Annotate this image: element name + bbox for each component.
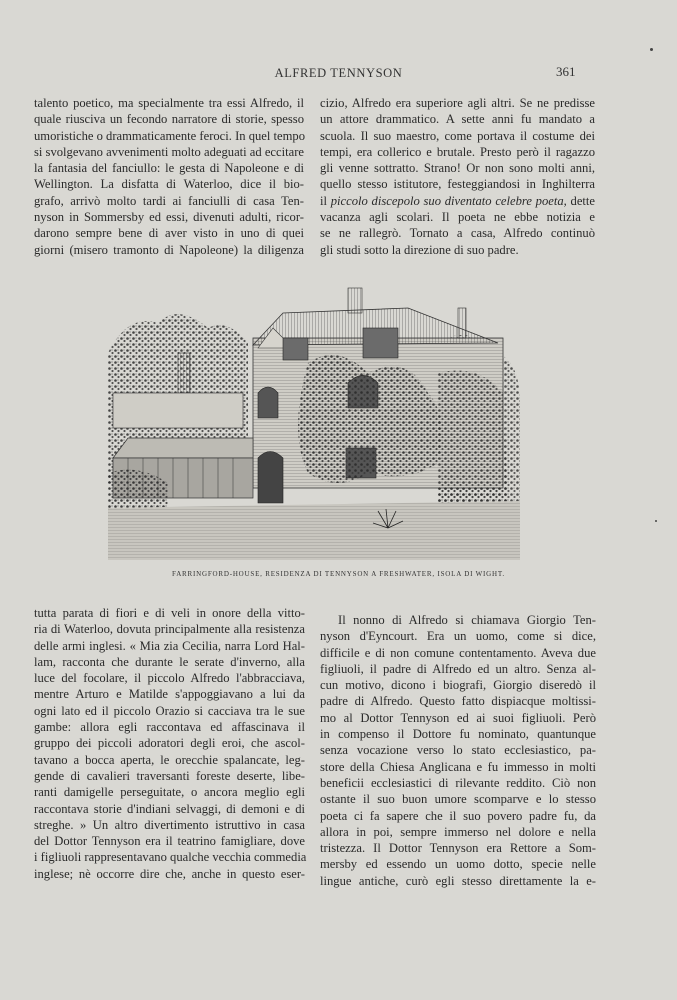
text-line: la fantasia del fanciullo: le gesta di Napoleone e di (34, 161, 304, 176)
text-line: Wellington. La disfatta di Waterloo, dice il bio- (34, 177, 304, 192)
text-line: raccontava storie d'indiani selvaggi, di demoni e di (34, 801, 305, 816)
italic-phrase: piccolo discepolo suo diventato celebre poeta, (330, 193, 567, 208)
text-line: del Dottor Tennyson era il teatrino famigliare, dove (34, 834, 305, 849)
text-line: lingue antiche, curò egli stesso direttamente la e- (320, 873, 596, 888)
text-line: store della Chiesa Anglicana e fu immesso in molti (320, 759, 596, 774)
text-line: talento poetico, ma specialmente tra essi Alfredo, il (34, 96, 304, 110)
house-engraving (108, 283, 520, 560)
text-line: un attore drammatico. A sette anni fu mandato a (320, 112, 595, 127)
text-line: ranti damigelle perseguitate, o ancora meglio egli (34, 785, 305, 800)
window (363, 328, 398, 358)
text-line: ogni lato ed il piccolo Orazio si cacciava tra le sue (34, 703, 305, 718)
text-line: tavano a bocca aperta, le orecchie spalancate, leg- (34, 752, 305, 767)
text-line: gambe: allora egli raccontava ed affascinava il (34, 720, 305, 735)
text-line: tutta parata di fiori e di veli in onore della vitto- (34, 606, 305, 620)
text-line: umoristiche o drammaticamente feroci. In quel tempo (34, 128, 306, 143)
text-run: il (320, 193, 327, 208)
text-line: luce del focolare, il piccolo Alfredo l'abbracciava, (34, 671, 305, 686)
text-line: vacanza agli scolari. Il poeta ne ebbe notizia e (320, 210, 595, 225)
arched-doorway (258, 452, 283, 504)
page-number: 361 (556, 64, 576, 79)
figure-caption: FARRINGFORD-HOUSE, RESIDENZA DI TENNYSON A FRESHWATER, ISOLA DI WIGHT. (172, 570, 505, 578)
text-line: ria di Waterloo, dovuta principalmente alla resistenza (34, 622, 305, 637)
paper-speck (650, 48, 653, 51)
text-line: cun motivo, dicono i biografi, Giorgio diseredò il (320, 678, 596, 693)
text-line: delle armi inglesi. « Mia zia Cecilia, narra Lord Hal- (34, 638, 305, 653)
chimney (458, 308, 466, 338)
text-line: padre di Alfredo. Questo fatto dispiacque moltissi- (320, 694, 596, 709)
text-line: difficile e di non comune contentamento. Aveva due (320, 645, 596, 660)
text-line: gli studi sotto la direzione di suo padre. (320, 242, 519, 257)
chimney (178, 353, 190, 393)
text-line: lam, racconta che durante le serate d'inverno, alla (34, 654, 305, 669)
text-line: giorni (misero tramonto di Napoleone) la diligenza (34, 242, 304, 257)
text-line: nyson in Sommersby ed essi, divenuti adulti, ricor- (34, 210, 304, 225)
column-bottom-left (34, 605, 305, 882)
paper-speck (655, 520, 657, 522)
text-line: quale riusciva un fecondo narratore di storie, spesso (34, 112, 304, 127)
text-line: senza vocazione verso lo stato ecclesiastico, pa- (320, 743, 596, 758)
text-line: gruppo dei piccoli adoratori degli eroi, che ascol- (34, 736, 305, 751)
text-line: i figliuoli rappresentavano qualche vecchia commedia (34, 850, 307, 865)
text-line: tempi, era collerico e brutale. Presto però il ragazzo (320, 144, 595, 159)
window (283, 338, 308, 360)
chimney (348, 288, 362, 313)
text-line: poeta ci fa sapere che il suo povero padre fu, da (320, 808, 596, 823)
column-top-right (320, 95, 595, 258)
text-line: grafo, arrivò molto tardi ai fanciulli di casa Ten- (34, 193, 304, 208)
text-line: si svolgevano avvenimenti molto adeguati ad eccitare (34, 144, 304, 159)
column-top-left (34, 95, 304, 258)
house-illustration (108, 283, 520, 560)
conservatory-roof (113, 438, 253, 458)
text-line: quello stesso istitutore, festeggiandosi in Inghilterra (320, 177, 595, 192)
text-line: beneficii ecclesiastici di rilevante reddito. Ciò non (320, 775, 596, 790)
text-line: darono sempre bene di aver visto in uno di quei (34, 226, 304, 241)
text-line: mentre Arturo e Matilde s'appoggiavano a lui da (34, 687, 305, 702)
text-line: ostante il suo buon umore scomparve e lo stesso (320, 792, 596, 807)
text-line: allora in poi, sempre immerso nel dolore e nella (320, 824, 596, 839)
text-line: inglese; nè occorre dire che, anche in questo eser- (34, 866, 305, 881)
text-line-with-italic (320, 193, 595, 209)
text-line: tristezza. Il Dottor Tennyson era Rettore a Som- (320, 841, 596, 856)
text-line: gli venne sottratto. Strano! Or non sono molti anni, (320, 161, 595, 176)
text-line: gende di cavalieri traversanti foreste deserte, libe- (34, 768, 305, 783)
running-head-title: ALFRED TENNYSON (274, 66, 403, 80)
text-line: Il nonno di Alfredo si chiamava Giorgio Ten- (338, 613, 596, 627)
column-bottom-right (320, 612, 596, 889)
text-line: cizio, Alfredo era superiore agli altri. Se ne predisse (320, 96, 595, 110)
text-run: dette (570, 193, 595, 208)
text-line: mersby ed essendo un uomo dotto, specie nelle (320, 857, 596, 872)
text-line: streghe. » Un altro divertimento istruttivo in casa (34, 817, 305, 832)
text-line: mo al Dottor Tennyson ed ai suoi figliuoli. Però (320, 710, 596, 725)
text-line: nyson d'Eyncourt. Era un uomo, come si dice, (320, 629, 596, 644)
text-line: figliuoli, il padre di Alfredo ed un altro. Senza al- (320, 661, 596, 676)
text-line: in compenso il Dottore fu nominato, quantunque (320, 727, 596, 742)
arched-window (258, 387, 278, 418)
text-line: scuola. Il suo maestro, come portava il costume dei (320, 128, 595, 143)
text-line: se ne rallegrò. Tornato a casa, Alfredo continuò (320, 226, 595, 241)
